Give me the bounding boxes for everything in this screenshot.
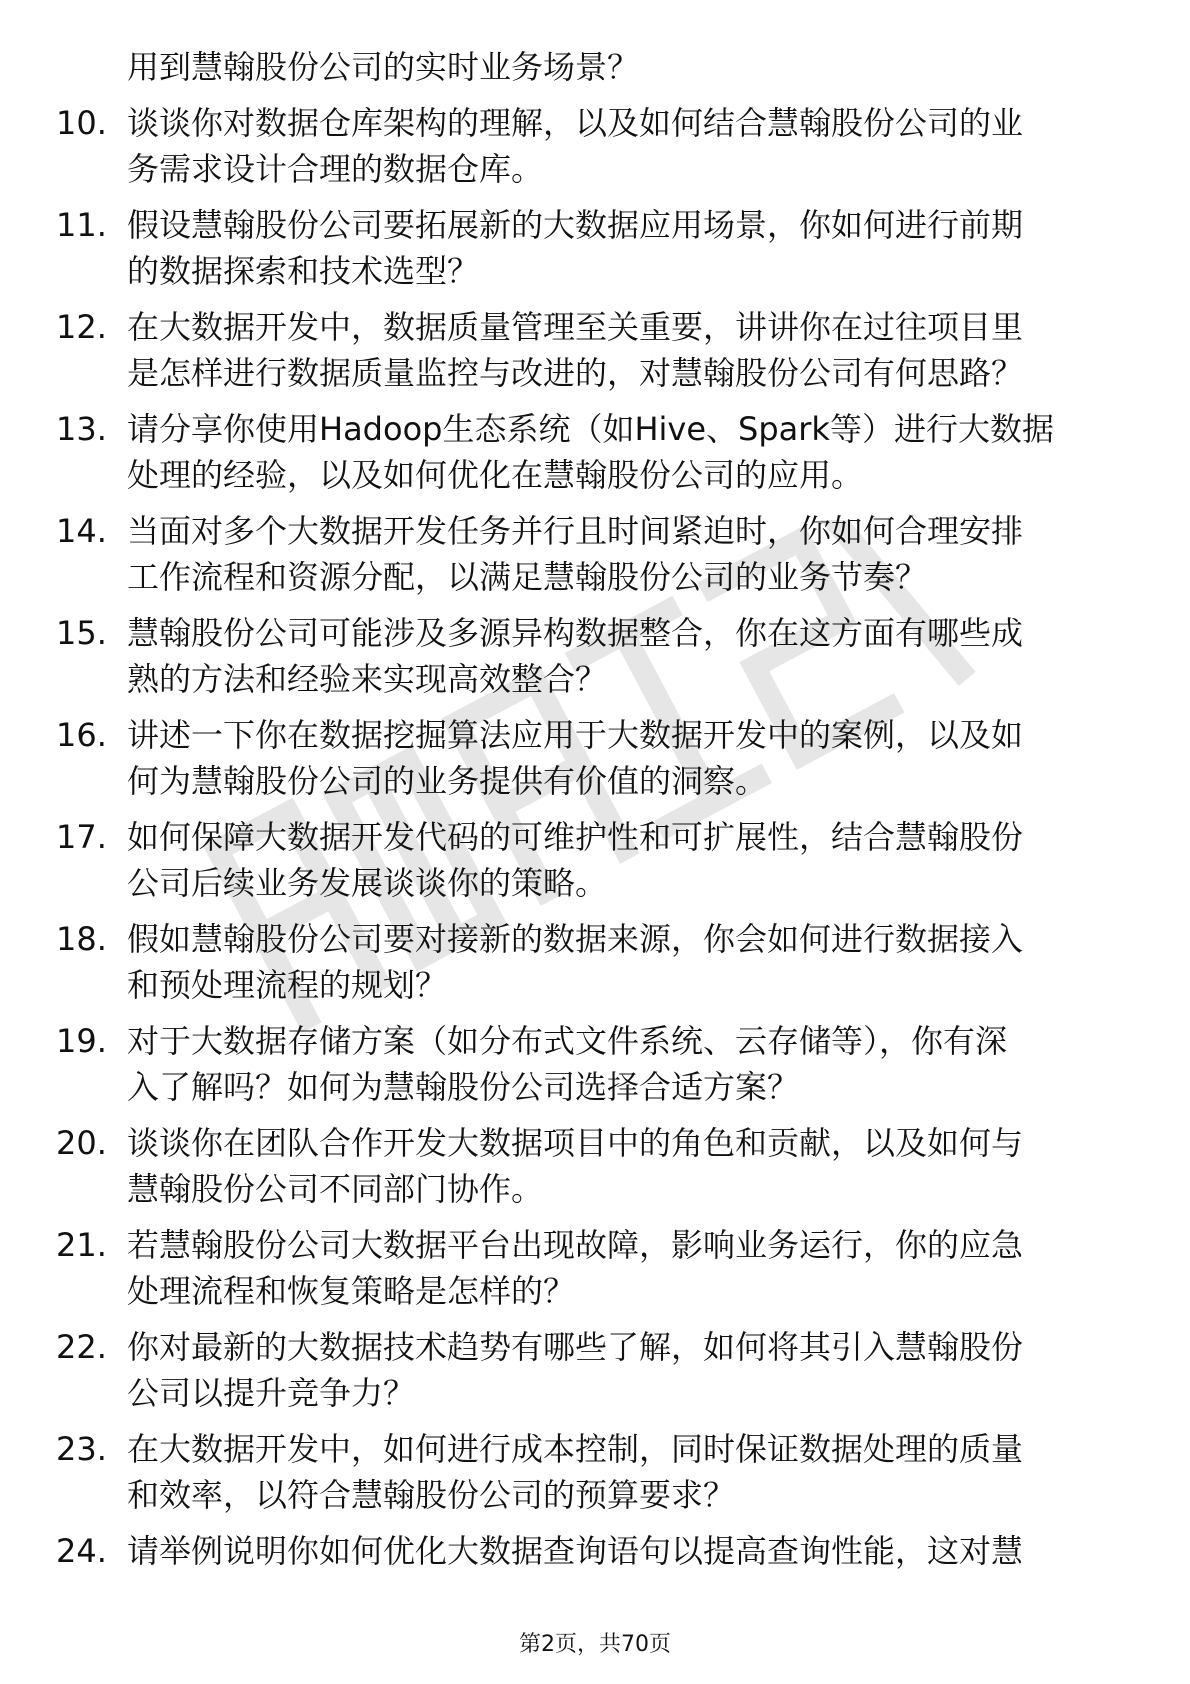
question-text-line: 若慧翰股份公司大数据平台出现故障，影响业务运行，你的应急 [127,1226,1024,1264]
question-number: 21. [56,1226,107,1264]
question-item [0,712,1190,804]
question-text-line: 谈谈你在团队合作开发大数据项目中的角色和贡献，以及如何与 [127,1124,1024,1162]
question-text-line: 假如慧翰股份公司要对接新的数据来源，你会如何进行数据接入 [127,920,1024,958]
question-text-line: 当面对多个大数据开发任务并行且时间紧迫时，你如何合理安排 [127,512,1024,550]
question-text-line: 请分享你使用Hadoop生态系统（如Hive、Spark等）进行大数据 [127,410,1054,448]
question-number: 14. [56,512,107,550]
question-text-line: 处理的经验，以及如何优化在慧翰股份公司的应用。 [127,456,864,494]
question-text-line: 在大数据开发中，数据质量管理至关重要，讲讲你在过往项目里 [127,308,1024,346]
question-number: 20. [56,1124,107,1162]
question-item [0,304,1190,396]
question-number: 15. [56,614,107,652]
question-text-line: 是怎样进行数据质量监控与改进的，对慧翰股份公司有何思路？ [127,354,1024,392]
question-number: 24. [56,1532,107,1570]
question-text-line: 和预处理流程的规划？ [127,966,448,1004]
question-number: 23. [56,1430,107,1468]
question-item [0,1120,1190,1212]
question-text-line: 公司以提升竞争力？ [127,1374,416,1412]
question-text-line: 和效率，以符合慧翰股份公司的预算要求？ [127,1476,736,1514]
question-text-line: 对于大数据存储方案（如分布式文件系统、云存储等），你有深 [127,1022,1008,1060]
question-item [0,406,1190,498]
question-text-line: 讲述一下你在数据挖掘算法应用于大数据开发中的案例，以及如 [127,716,1024,754]
question-number: 13. [56,410,107,448]
question-number: 17. [56,818,107,856]
question-text-line: 慧翰股份公司不同部门协作。 [127,1170,544,1208]
question-text-line: 务需求设计合理的数据仓库。 [127,150,544,188]
question-item [0,916,1190,1008]
question-number: 16. [56,716,107,754]
question-number: 12. [56,308,107,346]
question-text-line: 熟的方法和经验来实现高效整合？ [127,660,608,698]
question-text-line: 在大数据开发中，如何进行成本控制，同时保证数据处理的质量 [127,1430,1024,1468]
question-item [0,1018,1190,1110]
question-item [0,1222,1190,1314]
question-text-line: 你对最新的大数据技术趋势有哪些了解，如何将其引入慧翰股份 [127,1328,1024,1366]
question-number: 22. [56,1328,107,1366]
question-text-line: 慧翰股份公司可能涉及多源异构数据整合，你在这方面有哪些成 [127,614,1024,652]
question-number: 19. [56,1022,107,1060]
question-text-line: 请举例说明你如何优化大数据查询语句以提高查询性能，这对慧 [127,1532,1024,1570]
question-text-line: 处理流程和恢复策略是怎样的？ [127,1272,576,1310]
question-text-line: 的数据探索和技术选型？ [127,252,480,290]
page-footer: 第2页，共70页 [519,1632,671,1657]
question-number: 18. [56,920,107,958]
question-text-line: 假设慧翰股份公司要拓展新的大数据应用场景，你如何进行前期 [127,206,1024,244]
question-number: 11. [56,206,107,244]
question-text-line: 入了解吗？如何为慧翰股份公司选择合适方案？ [127,1068,800,1106]
question-item [0,508,1190,600]
question-item [0,610,1190,702]
question-item [0,1324,1190,1416]
question-item [0,202,1190,294]
question-item [0,1528,1190,1574]
continued-question-text: 用到慧翰股份公司的实时业务场景？ [127,48,640,86]
question-text-line: 工作流程和资源分配，以满足慧翰股份公司的业务节奏？ [127,558,928,596]
question-number: 10. [56,104,107,142]
question-text-line: 公司后续业务发展谈谈你的策略。 [127,864,608,902]
question-list [0,44,1190,1574]
question-item [0,1426,1190,1518]
question-text-line: 谈谈你对数据仓库架构的理解，以及如何结合慧翰股份公司的业 [127,104,1024,142]
question-text-line: 何为慧翰股份公司的业务提供有价值的洞察。 [127,762,768,800]
question-item [0,100,1190,192]
question-text-line: 如何保障大数据开发代码的可维护性和可扩展性，结合慧翰股份 [127,818,1024,856]
question-item [0,814,1190,906]
